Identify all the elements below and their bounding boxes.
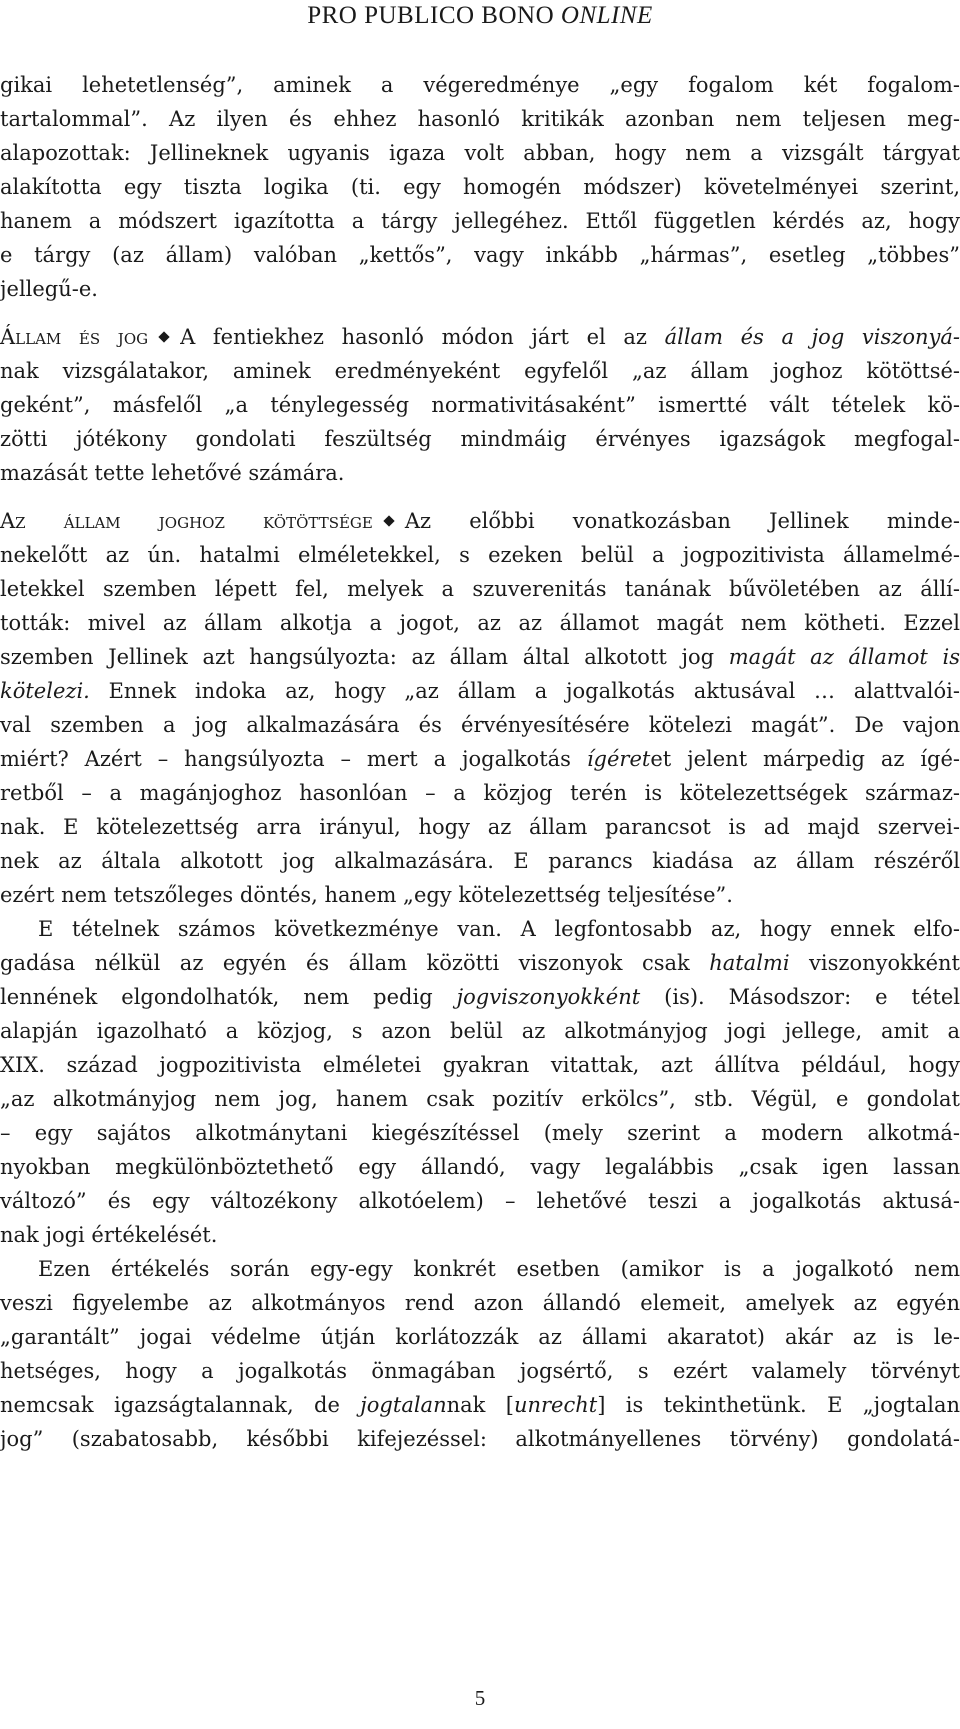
running-header (0, 2, 960, 30)
page-number: 5 (474, 1686, 486, 1710)
diamond-bullet-icon (158, 331, 169, 342)
text-line: alapozottak: Jellineknek ugyanis igaza volt abban, hogy nem a vizsgált tárgyat (0, 141, 960, 165)
text-line: alapján igazolható a közjog, s azon belül az alkotmányjog jogi jellege, amit a (0, 1019, 960, 1043)
text-span: (is). Másodszor: e tétel (664, 985, 960, 1009)
text-line: e tárgy (az állam) valóban „kettős”, vagy inkább „hármas”, esetleg „többes” (0, 243, 960, 267)
section-heading-allam-es-jog: Állam és jog (0, 325, 149, 349)
text-line: gikai lehetetlenség”, aminek a végeredménye „egy fogalom két fogalom- (0, 73, 960, 97)
text-line: nak vizsgálatakor, aminek eredményeként egyfelől „az állam joghoz kötöttsé- (0, 359, 960, 383)
text-line: alakította egy tiszta logika (ti. egy homogén módszer) követelményei szerint, (0, 175, 960, 199)
text-line: tartalommal”. Az ilyen és ehhez hasonló kritikák azonban nem teljesen meg- (0, 107, 960, 131)
text-line: nek az általa alkotott jog alkalmazására. E parancs kiadása az állam részéről (0, 849, 960, 873)
text-line: nekelőtt az ún. hatalmi elméletekkel, s ezeken belül a jogpozitivista államelmé- (0, 543, 960, 567)
text-line: mazását tette lehetővé számára. (0, 461, 345, 485)
italic-phrase: unrecht (513, 1393, 598, 1417)
text-body (0, 68, 960, 1456)
text-line: veszi figyelembe az alkotmányos rend azon állandó elemeit, amelyek az egyén (0, 1291, 960, 1315)
text-line: „garantált” jogai védelme útján korlátozzák az állami akaratot) akár az is le- (0, 1325, 960, 1349)
text-line: nyokban megkülönböztethető egy állandó, vagy legalábbis „csak igen lassan (0, 1155, 960, 1179)
text-line: változó” és egy változékony alkotóelem) – lehetővé teszi a jogalkotás aktusá- (0, 1189, 960, 1213)
diamond-bullet-icon (383, 515, 394, 526)
text-line (0, 1388, 960, 1422)
text-span: lennének elgondolhatók, nem pedig (0, 985, 433, 1009)
italic-phrase: kötelezi. (0, 679, 90, 703)
italic-phrase: állam és a jog viszonyá- (664, 325, 960, 349)
section-lead-line (0, 504, 960, 538)
text-line: E tételnek számos következménye van. A legfontosabb az, hogy ennek elfo- (38, 917, 960, 941)
text-line: tották: mivel az állam alkotja a jogot, az az államot magát nem kötheti. Ezzel (0, 611, 960, 635)
section-heading-allam-joghoz-kotottsege: Az állam joghoz kötöttsége (0, 509, 373, 533)
text-span: Ennek indoka az, hogy „az állam a jogalkotás aktusával … alattvalói- (108, 679, 960, 703)
text-line: hetséges, hogy a jogalkotás önmagában jogsértő, s ezért valamely törvényt (0, 1359, 960, 1383)
text-span: nemcsak igazságtalannak, de (0, 1393, 340, 1417)
journal-title: PRO PUBLICO BONO (307, 2, 555, 29)
lead-text: Az előbbi vonatkozásban Jellinek minde- (404, 509, 960, 533)
text-line (0, 742, 960, 776)
text-span: et jelent márpedig az ígé- (650, 747, 960, 771)
text-line: nak. E kötelezettség arra irányul, hogy az állam parancsot is ad majd szervei- (0, 815, 960, 839)
text-line: val szemben a jog alkalmazására és érvényesítésére kötelezi magát”. De vajon (0, 713, 960, 737)
lead-text: A fentiekhez hasonló módon járt el az (180, 325, 647, 349)
text-line (0, 946, 960, 980)
italic-phrase: jogviszonyokként (456, 985, 641, 1009)
text-span: viszonyokként (809, 951, 960, 975)
text-line: XIX. század jogpozitivista elméletei gyakran vitattak, azt állítva például, hogy (0, 1053, 960, 1077)
text-span: miért? Azért – hangsúlyozta – mert a jogalkotás (0, 747, 571, 771)
text-line: Ezen értékelés során egy-egy konkrét esetben (amikor is a jogalkotó nem (38, 1257, 960, 1281)
text-line: zötti jótékony gondolati feszültség mindmáig érvényes igazságok megfogal- (0, 427, 960, 451)
text-line (0, 980, 960, 1014)
italic-phrase: magát az államot is (728, 645, 960, 669)
text-span: ] is tekinthetünk. E „jogtalan (597, 1393, 960, 1417)
text-span: nak [ (446, 1393, 514, 1417)
text-line: „az alkotmányjog nem jog, hanem csak pozitív erkölcs”, stb. Végül, e gondolat (0, 1087, 960, 1111)
text-line (0, 640, 960, 674)
text-line: jellegű-e. (0, 277, 98, 301)
journal-title-suffix: ONLINE (560, 2, 653, 29)
italic-phrase: jogtalan (360, 1393, 447, 1417)
text-span: szemben Jellinek azt hangsúlyozta: az állam által alkotott jog (0, 645, 715, 669)
italic-phrase: ígéret (586, 747, 651, 771)
text-line: nak jogi értékelését. (0, 1223, 218, 1247)
text-line: jog” (szabatosabb, későbbi kifejezéssel: alkotmányellenes törvény) gondolatá- (0, 1427, 960, 1451)
text-line: geként”, másfelől „a ténylegesség normativitásaként” ismertté vált tételek kö- (0, 393, 960, 417)
text-line: letekkel szemben lépett fel, melyek a szuverenitás tanának bűvöletében az állí- (0, 577, 960, 601)
text-line (0, 674, 960, 708)
italic-phrase: hatalmi (709, 951, 790, 975)
text-line: – egy sajátos alkotmánytani kiegészítéssel (mely szerint a modern alkotmá- (0, 1121, 960, 1145)
text-line: ezért nem tetszőleges döntés, hanem „egy kötelezettség teljesítése”. (0, 883, 733, 907)
text-span: gadása nélkül az egyén és állam közötti viszonyok csak (0, 951, 690, 975)
section-lead-line (0, 320, 960, 354)
text-line: hanem a módszert igazította a tárgy jellegéhez. Ettől független kérdés az, hogy (0, 209, 960, 233)
text-line: retből – a magánjoghoz hasonlóan – a közjog terén is kötelezettségek származ- (0, 781, 960, 805)
